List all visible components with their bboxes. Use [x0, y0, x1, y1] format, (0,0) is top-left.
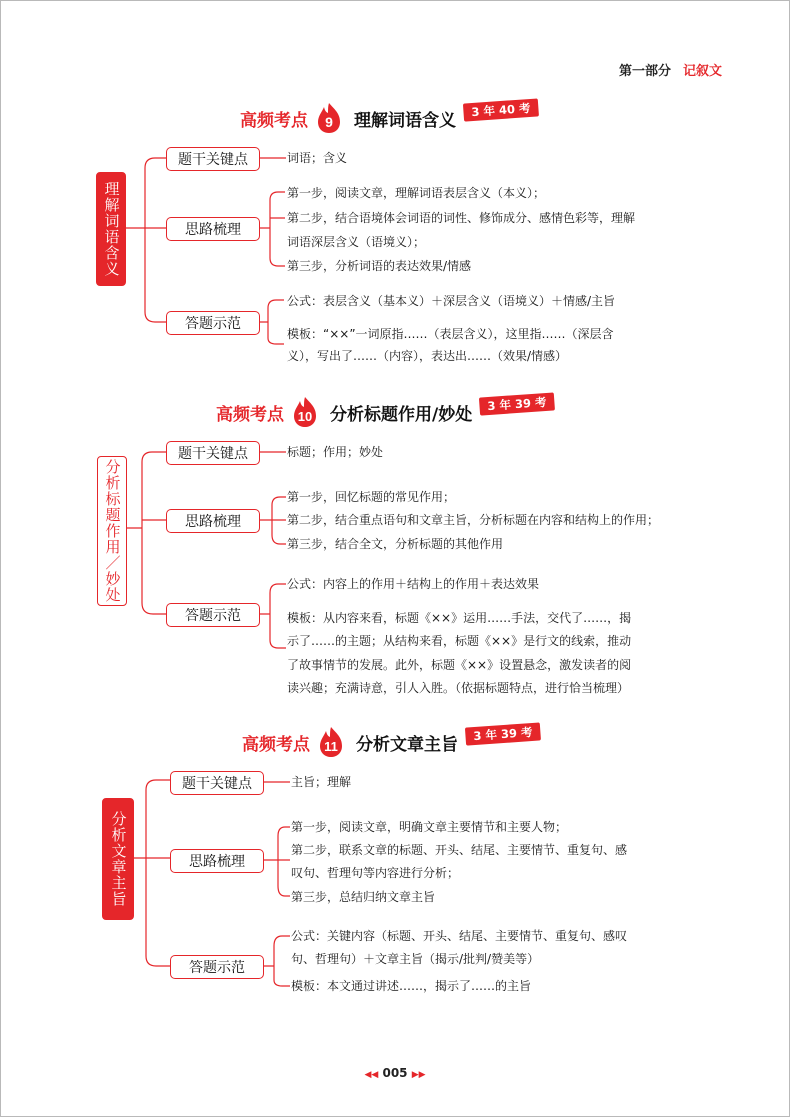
text-line: 第二步，联系文章的标题、开头、结尾、主要情节、重复句、感	[291, 843, 628, 857]
node-thinking: 思路梳理	[166, 217, 260, 241]
text-line: 第三步，分析词语的表达效果/情感	[287, 259, 472, 273]
header-chapter: 记叙文	[682, 64, 722, 79]
node-thinking: 思路梳理	[170, 849, 264, 873]
text-line: 主旨；理解	[291, 775, 352, 789]
section-number: 9	[325, 114, 333, 130]
text-line: 第一步，阅读文章，明确文章主要情节和主要人物；	[291, 820, 568, 834]
node-key-point: 题干关键点	[170, 771, 264, 795]
page-number	[0, 1066, 790, 1080]
flame-number-icon	[312, 101, 346, 135]
exam-count-badge: 3 年 39 考	[479, 392, 555, 415]
text-line: 叹句、哲理句等内容进行分析；	[291, 866, 460, 880]
node-key-point: 题干关键点	[166, 441, 260, 465]
section-vertical-label: 理解词语含义	[96, 172, 126, 286]
title-text: 分析文章主旨	[356, 734, 458, 755]
exam-count-badge: 3 年 40 考	[463, 98, 539, 121]
page-number-text: 005	[382, 1066, 408, 1080]
text-line: 第二步，结合重点语句和文章主旨，分析标题在内容和结构上的作用；	[287, 513, 660, 527]
text-line: 了故事情节的发展。此外，标题《××》设置悬念，激发读者的阅	[287, 658, 632, 672]
title-tag: 高频考点	[242, 734, 310, 755]
text-line: 示了……的主题；从结构来看，标题《××》是行文的线索，推动	[287, 634, 632, 648]
node-thinking: 思路梳理	[166, 509, 260, 533]
title-text: 理解词语含义	[354, 110, 456, 131]
node-answer: 答题示范	[170, 955, 264, 979]
text-line: 模板：“××”一词原指……（表层含义），这里指……（深层含	[287, 327, 614, 341]
text-line: 公式：关键内容（标题、开头、结尾、主要情节、重复句、感叹	[291, 929, 628, 943]
node-answer: 答题示范	[166, 603, 260, 627]
text-line: 读兴趣；充满诗意，引人入胜。（依据标题特点，进行恰当梳理）	[287, 681, 630, 695]
section-title	[240, 100, 539, 136]
exam-count-badge: 3 年 39 考	[465, 722, 541, 745]
section-number: 11	[324, 739, 338, 754]
text-line: 公式：内容上的作用＋结构上的作用＋表达效果	[287, 577, 540, 591]
text-line: 第一步，回忆标题的常见作用；	[287, 490, 456, 504]
text-line: 第三步，总结归纳文章主旨	[291, 890, 436, 904]
text-line: 模板：从内容来看，标题《××》运用……手法，交代了……，揭	[287, 611, 632, 625]
right-arrows-icon: ▶▶	[411, 1070, 426, 1080]
node-key-point: 题干关键点	[166, 147, 260, 171]
text-line: 第二步，结合语境体会词语的词性、修饰成分、感情色彩等，理解	[287, 211, 636, 225]
title-tag: 高频考点	[216, 404, 284, 425]
text-line: 公式：表层含义（基本义）＋深层含义（语境义）＋情感/主旨	[287, 294, 616, 308]
text-line: 模板：本文通过讲述……，揭示了……的主旨	[291, 979, 532, 993]
text-line: 义），写出了……（内容），表达出……（效果/情感）	[287, 349, 568, 363]
text-line: 标题；作用；妙处	[287, 445, 384, 459]
left-arrows-icon: ◀◀	[364, 1070, 379, 1080]
section-vertical-label: 分析标题作用／妙处	[97, 456, 127, 606]
node-answer: 答题示范	[166, 311, 260, 335]
text-line: 第一步，阅读文章，理解词语表层含义（本义）；	[287, 186, 546, 200]
text-line: 句、哲理句）＋文章主旨（揭示/批判/赞美等）	[291, 952, 540, 966]
header-part: 第一部分	[618, 64, 671, 79]
text-line: 词语深层含义（语境义）；	[287, 235, 426, 249]
section-number: 10	[297, 409, 313, 424]
section-title	[242, 724, 541, 760]
text-line: 第三步，结合全文，分析标题的其他作用	[287, 537, 504, 551]
flame-number-icon	[288, 395, 322, 429]
flame-number-icon	[314, 725, 348, 759]
title-text: 分析标题作用/妙处	[330, 404, 473, 425]
title-tag: 高频考点	[240, 110, 308, 131]
section-vertical-label: 分析文章主旨	[102, 798, 134, 920]
section-title	[216, 394, 555, 430]
text-line: 词语；含义	[287, 151, 348, 165]
